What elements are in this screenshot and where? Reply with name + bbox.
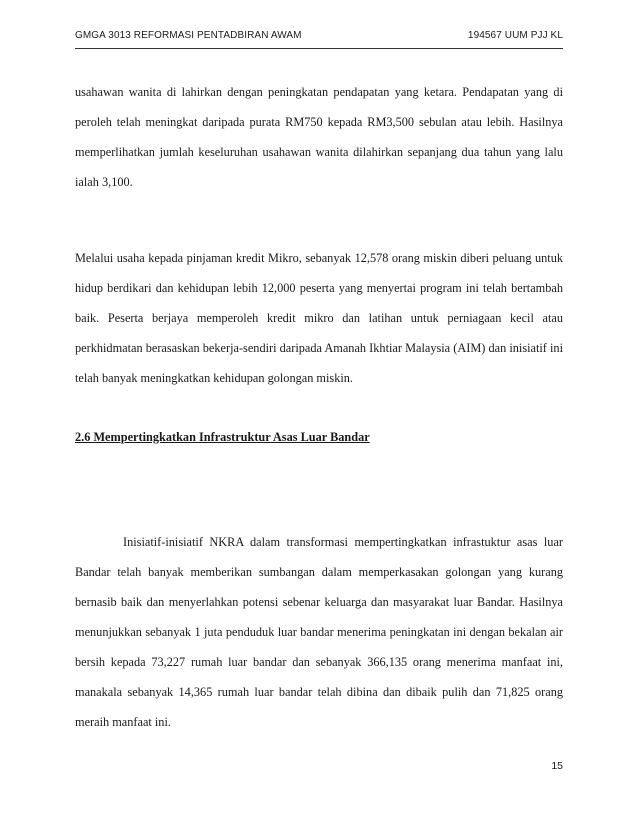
page-header [75,26,563,49]
section-heading: 2.6 Mempertingkatkan Infrastruktur Asas Luar Bandar [75,430,370,444]
paragraph-women-entrepreneurs: usahawan wanita di lahirkan dengan peningkatan pendapatan yang ketara. Pendapatan yang di peroleh telah meningkat daripada purata RM750 kepada RM3,500 sebulan atau lebih. Hasilnya memperlihatkan jumlah keseluruhan usahawan wanita dilahirkan sepanjang dua tahun yang lalu ialah 3,100. [75,85,563,190]
paragraph-micro-credit: Melalui usaha kepada pinjaman kredit Mikro, sebanyak 12,578 orang miskin diberi peluang untuk hidup berdikari dan kehidupan lebih 12,000 peserta yang menyertai program ini telah bertambah baik. Peserta berjaya memperoleh kredit mikro dan latihan untuk perniagaan kecil atau perkhidmatan berasaskan bekerja-sendiri daripada Amanah Ikhtiar Malaysia (AIM) dan inisiatif ini telah banyak meningkatkan kehidupan golongan miskin. [75,251,563,386]
header-student-id: 194567 UUM PJJ KL [467,30,563,41]
page-number: 15 [551,760,563,772]
header-course-title: GMGA 3013 REFORMASI PENTADBIRAN AWAM [75,30,302,41]
paragraph-rural-infrastructure: Inisiatif-inisiatif NKRA dalam transformasi mempertingkatkan infrastuktur asas luar Bandar telah banyak memberikan sumbangan dalam memperkasakan golongan yang kurang bernasib baik dan menyerlahkan potensi sebenar keluarga dan masyarakat luar Bandar. Hasilnya menunjukkan sebanyak 1 juta penduduk luar bandar menerima peningkatan ini dengan bekalan air bersih kepada 73,227 rumah luar bandar dan sebanyak 366,135 orang menerima manfaat ini, manakala sebanyak 14,365 rumah luar bandar telah dibina dan dibaik pulih dan 71,825 orang meraih manfaat ini. [75,535,563,730]
